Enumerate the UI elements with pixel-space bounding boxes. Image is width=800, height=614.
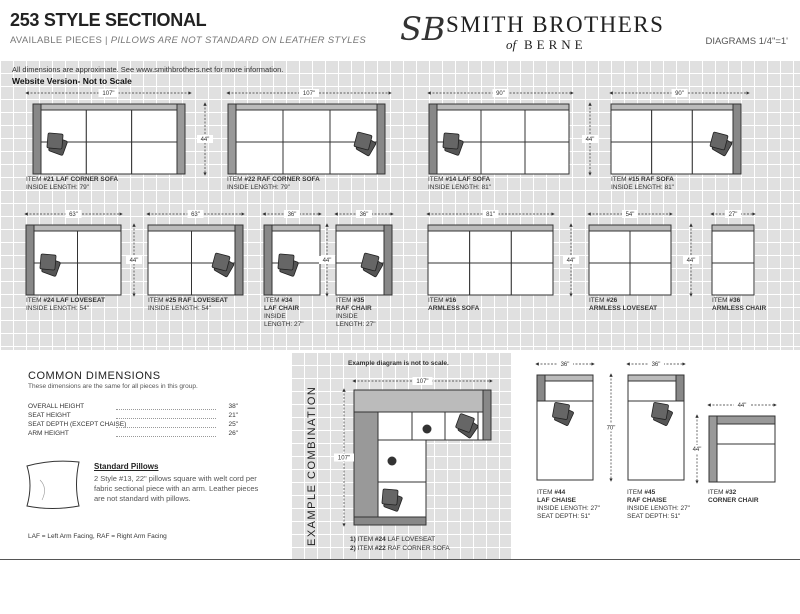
arm-right — [733, 104, 741, 174]
back-rail — [712, 225, 754, 231]
back-rail — [336, 225, 384, 231]
dimension-label: 44" — [566, 258, 576, 264]
caption-item-16: ITEM #16 ARMLESS SOFA — [428, 297, 480, 312]
pillow — [278, 254, 294, 270]
back-corner — [709, 416, 775, 424]
standard-pillow-illustration — [27, 461, 79, 508]
dimension-label: 36" — [287, 212, 297, 218]
common-dimensions — [28, 370, 238, 439]
back-cushion — [652, 110, 693, 142]
back-cushion — [630, 231, 671, 263]
brand-of: of — [506, 37, 517, 52]
seat-cushion — [236, 142, 283, 174]
dimension-label: 44" — [322, 258, 332, 264]
back-cushion — [717, 424, 775, 444]
caption-item-26: ITEM #26 ARMLESS LOVESEAT — [589, 297, 658, 312]
arm-left — [429, 104, 437, 174]
back-corner — [177, 104, 185, 174]
dimension-label: 27" — [728, 212, 738, 218]
pillow — [382, 489, 398, 505]
arm-right — [377, 104, 385, 174]
dimension-label: 36" — [359, 212, 369, 218]
dimension-label: 70" — [606, 425, 616, 432]
dimension-label: 81" — [486, 212, 495, 218]
dimension-label: 107" — [416, 379, 429, 385]
seat-cushion — [511, 263, 553, 295]
back-rail — [272, 225, 320, 231]
seat-cushion — [132, 142, 177, 174]
pillow-shape — [27, 461, 79, 508]
bottom-divider — [0, 559, 800, 560]
dim-row: SEAT DEPTH (EXCEPT CHAISE) 25" — [28, 421, 238, 428]
back-corner — [709, 416, 717, 482]
back-rail — [354, 390, 491, 412]
back-cushion — [481, 110, 525, 142]
website-version-label: Website Version- Not to Scale — [12, 76, 132, 86]
common-dimensions-title: COMMON DIMENSIONS — [28, 370, 161, 382]
back-cushion — [545, 381, 593, 401]
back-cushion — [589, 231, 630, 263]
seat-cushion — [589, 263, 630, 295]
subtitle-pillows: PILLOWS ARE NOT STANDARD ON LEATHER STYLES — [110, 35, 367, 46]
dimension-label: 36" — [651, 362, 661, 368]
back-cushion — [132, 110, 177, 142]
piece-item-26 — [589, 210, 699, 295]
back-rail — [545, 375, 593, 381]
example-combination-heading: EXAMPLE COMBINATION — [306, 385, 318, 546]
pillow — [47, 133, 63, 149]
arm-bottom — [354, 517, 426, 525]
piece-item-36 — [712, 210, 754, 295]
seat-cushion — [378, 412, 412, 440]
caption-item-21: ITEM #21 LAF CORNER SOFA INSIDE LENGTH: 79" — [26, 176, 119, 191]
pillow — [552, 402, 569, 419]
seat-cushion — [712, 263, 754, 295]
dimension-label: 44" — [200, 137, 210, 143]
seat-cushion — [86, 142, 131, 174]
brand-monogram: SB — [400, 10, 446, 48]
dim-row: SEAT HEIGHT 21" — [28, 412, 238, 419]
dimension-label: 54" — [625, 212, 635, 218]
back-cushion — [428, 231, 470, 263]
dimension-label: 44" — [585, 137, 595, 143]
caption-item-34: ITEM #34 LAF CHAIR INSIDE LENGTH: 27" — [264, 297, 304, 328]
pillow — [354, 132, 372, 150]
back-corner — [228, 104, 236, 174]
caption-item-14: ITEM #14 LAF SOFA INSIDE LENGTH: 81" — [428, 176, 491, 191]
dimension-label: 107" — [102, 91, 115, 97]
piece-item-14 — [429, 89, 598, 174]
arm-left — [26, 225, 34, 295]
page-title: 253 STYLE SECTIONAL — [10, 10, 207, 30]
seat-cushion — [525, 142, 569, 174]
back-cushion — [86, 110, 131, 142]
arm-right — [483, 390, 491, 440]
pillow — [212, 253, 230, 271]
pillow — [443, 133, 459, 149]
seat-cushion — [283, 142, 330, 174]
approx-note: All dimensions are approximate. See www.smithbrothers.net for more information. — [12, 65, 284, 74]
dimension-label: 44" — [686, 258, 696, 264]
piece-item-32 — [689, 401, 775, 482]
dimension-label: 90" — [496, 91, 505, 97]
seat-cushion — [611, 142, 652, 174]
pillow — [361, 253, 379, 271]
laf-raf-legend: LAF = Left Arm Facing, RAF = Right Arm Facing — [28, 533, 167, 540]
dimension-label: 63" — [69, 212, 78, 218]
back-cushion — [611, 110, 652, 142]
seat-cushion — [78, 263, 122, 295]
dimension-label: 107" — [302, 91, 316, 97]
piece-item-34 — [264, 210, 335, 295]
seat-cushion — [630, 263, 671, 295]
back-rail — [236, 104, 377, 110]
arm-left — [33, 104, 41, 174]
back-rail — [589, 225, 671, 231]
piece-item-16 — [428, 210, 579, 295]
example-note: Example diagram is not to scale. — [348, 360, 449, 367]
piece-item-21 — [27, 89, 213, 174]
dimension-label: 44" — [129, 258, 139, 264]
seat-cushion — [652, 142, 693, 174]
arm-right — [235, 225, 243, 295]
caption-item-32: ITEM #32 CORNER CHAIR — [708, 489, 759, 504]
caption-item-36: ITEM #36 ARMLESS CHAIR — [712, 297, 767, 312]
back-cushion — [78, 231, 122, 263]
dimension-label: 36" — [560, 362, 570, 368]
seat-cushion — [481, 142, 525, 174]
dimension-label: 107" — [337, 455, 351, 462]
dimension-label: 44" — [737, 403, 747, 409]
piece-item-24 — [26, 210, 142, 295]
seat-cushion — [378, 440, 426, 482]
back-cushion — [283, 110, 330, 142]
subtitle-available: AVAILABLE PIECES | — [10, 35, 108, 46]
example-diagram — [334, 377, 491, 525]
piece-item-25 — [148, 210, 243, 295]
back-cushion — [712, 231, 754, 263]
brand-name: SMITH BROTHERS — [446, 12, 665, 37]
pillows-text: 2 Style #13, 22" pillows square with welt cord per fabric sectional piece with an arm. Leather pieces are not standard with pillows. — [94, 474, 259, 503]
back-cushion — [236, 110, 283, 142]
seat-cushion — [717, 444, 775, 482]
caption-item-35: ITEM #35 RAF CHAIR INSIDE LENGTH: 27" — [336, 297, 376, 328]
arm-right — [384, 225, 392, 295]
seat-cushion — [148, 263, 192, 295]
dimension-label: 63" — [191, 212, 200, 218]
caption-item-24: ITEM #24 LAF LOVESEAT INSIDE LENGTH: 54" — [26, 297, 106, 312]
dim-row: ARM HEIGHT 26" — [28, 430, 238, 437]
back-rail — [34, 225, 121, 231]
back-cushion — [525, 110, 569, 142]
piece-item-35 — [336, 210, 392, 295]
piece-item-15 — [611, 89, 748, 174]
piece-item-22 — [228, 89, 390, 174]
dimension-label: 44" — [692, 447, 702, 453]
brand-berne: BERNE — [524, 37, 587, 52]
back-rail — [437, 104, 569, 110]
example-legend-2: 2) ITEM #22 RAF CORNER SOFA — [350, 545, 450, 552]
back-cushion — [511, 231, 553, 263]
back-rail — [628, 375, 676, 381]
arm-left — [264, 225, 272, 295]
dimension-label: 90" — [675, 91, 684, 97]
diagram-scale: DIAGRAMS 1/4"=1' — [705, 36, 788, 47]
pillow — [40, 254, 56, 270]
seat-cushion — [428, 263, 470, 295]
seat-cushion — [470, 263, 512, 295]
caption-item-25: ITEM #25 RAF LOVESEAT INSIDE LENGTH: 54" — [148, 297, 228, 312]
common-dimensions-subtitle: These dimensions are the same for all pieces in this group. — [28, 383, 198, 390]
back-rail — [41, 104, 177, 110]
caption-item-22: ITEM #22 RAF CORNER SOFA INSIDE LENGTH: 79" — [227, 176, 320, 191]
back-rail — [611, 104, 733, 110]
pillow — [710, 132, 728, 150]
back-rail — [428, 225, 553, 231]
pillows-title: Standard Pillows — [94, 462, 159, 471]
back-cushion — [470, 231, 512, 263]
dim-row: OVERALL HEIGHT 38" — [28, 403, 238, 410]
back-cushion — [148, 231, 192, 263]
piece-item-44 — [537, 360, 619, 480]
back-cushion — [628, 381, 676, 401]
caption-item-15: ITEM #15 RAF SOFA INSIDE LENGTH: 81" — [611, 176, 674, 191]
caption-item-45: ITEM #45 RAF CHAISE INSIDE LENGTH: 27" SEAT DEPTH: 51" — [627, 489, 690, 520]
piece-item-45 — [628, 360, 684, 480]
pillow — [651, 402, 668, 419]
caption-item-44: ITEM #44 LAF CHAISE INSIDE LENGTH: 27" SEAT DEPTH: 51" — [537, 489, 600, 520]
marker-1-label: 1 — [390, 459, 394, 466]
back-rail — [148, 225, 235, 231]
example-legend-1: 1) ITEM #24 LAF LOVESEAT — [350, 536, 436, 543]
marker-2-label: 2 — [425, 427, 429, 434]
